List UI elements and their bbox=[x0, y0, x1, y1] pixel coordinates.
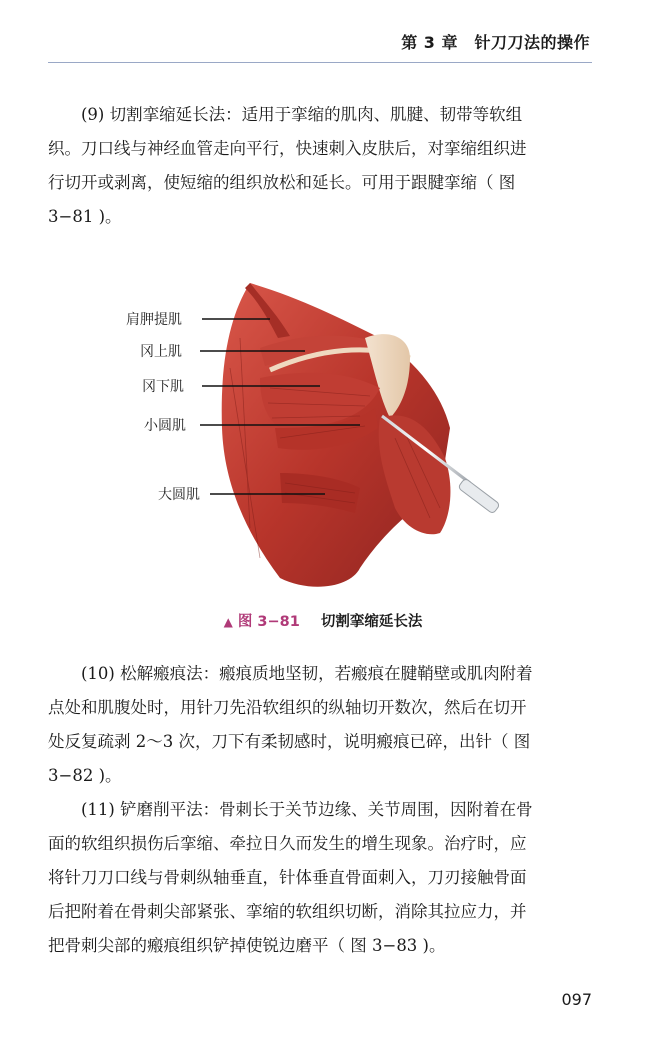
figure-caption bbox=[0, 610, 646, 631]
paragraph-line: (9) 切割挛缩延长法：适用于挛缩的肌肉、肌腱、韧带等软组 bbox=[81, 105, 523, 124]
caption-triangle-icon: ▲ bbox=[223, 615, 233, 629]
paragraph-11 bbox=[48, 793, 596, 963]
paragraph-line: (11) 铲磨削平法：骨刺长于关节边缘、关节周围，因附着在骨 bbox=[81, 800, 533, 819]
paragraph-line: 3−81 )。 bbox=[48, 207, 122, 226]
paragraph-line: (10) 松解瘢痕法：瘢痕质地坚韧，若瘢痕在腱鞘壁或肌肉附着 bbox=[81, 664, 533, 683]
figure-3-81 bbox=[110, 278, 530, 593]
running-header bbox=[48, 28, 592, 63]
label-infraspinatus: 冈下肌 bbox=[142, 379, 184, 395]
paragraph-line: 后把附着在骨刺尖部紧张、挛缩的软组织切断，消除其拉应力，并 bbox=[48, 902, 527, 921]
caption-number: 图 3−81 bbox=[237, 614, 300, 630]
paragraph-line: 把骨刺尖部的瘢痕组织铲掉使锐边磨平（ 图 3−83 )。 bbox=[48, 936, 446, 955]
paragraph-line: 处反复疏剥 2～3 次，刀下有柔韧感时，说明瘢痕已碎，出针（ 图 bbox=[48, 732, 531, 751]
paragraph-line: 织。刀口线与神经血管走向平行，快速刺入皮肤后，对挛缩组织进 bbox=[48, 139, 527, 158]
paragraph-10 bbox=[48, 657, 596, 793]
paragraph-line: 将针刀刀口线与骨刺纵轴垂直，针体垂直骨面刺入，刀刃接触骨面 bbox=[48, 868, 527, 887]
paragraph-line: 面的软组织损伤后挛缩、牵拉日久而发生的增生现象。治疗时，应 bbox=[48, 834, 527, 853]
page-number: 097 bbox=[561, 990, 592, 1009]
caption-title: 切割挛缩延长法 bbox=[320, 614, 423, 630]
paragraph-line: 3−82 )。 bbox=[48, 766, 122, 785]
label-teres-minor: 小圆肌 bbox=[144, 418, 186, 434]
label-teres-major: 大圆肌 bbox=[158, 487, 200, 503]
label-supraspinatus: 冈上肌 bbox=[140, 344, 182, 360]
paragraph-line: 行切开或剥离，使短缩的组织放松和延长。可用于跟腱挛缩（ 图 bbox=[48, 173, 516, 192]
paragraph-line: 点处和肌腹处时，用针刀先沿软组织的纵轴切开数次，然后在切开 bbox=[48, 698, 527, 717]
chapter-title: 第 3 章 针刀刀法的操作 bbox=[401, 33, 590, 52]
paragraph-9 bbox=[48, 98, 596, 234]
label-levator-scapulae: 肩胛提肌 bbox=[126, 312, 182, 328]
